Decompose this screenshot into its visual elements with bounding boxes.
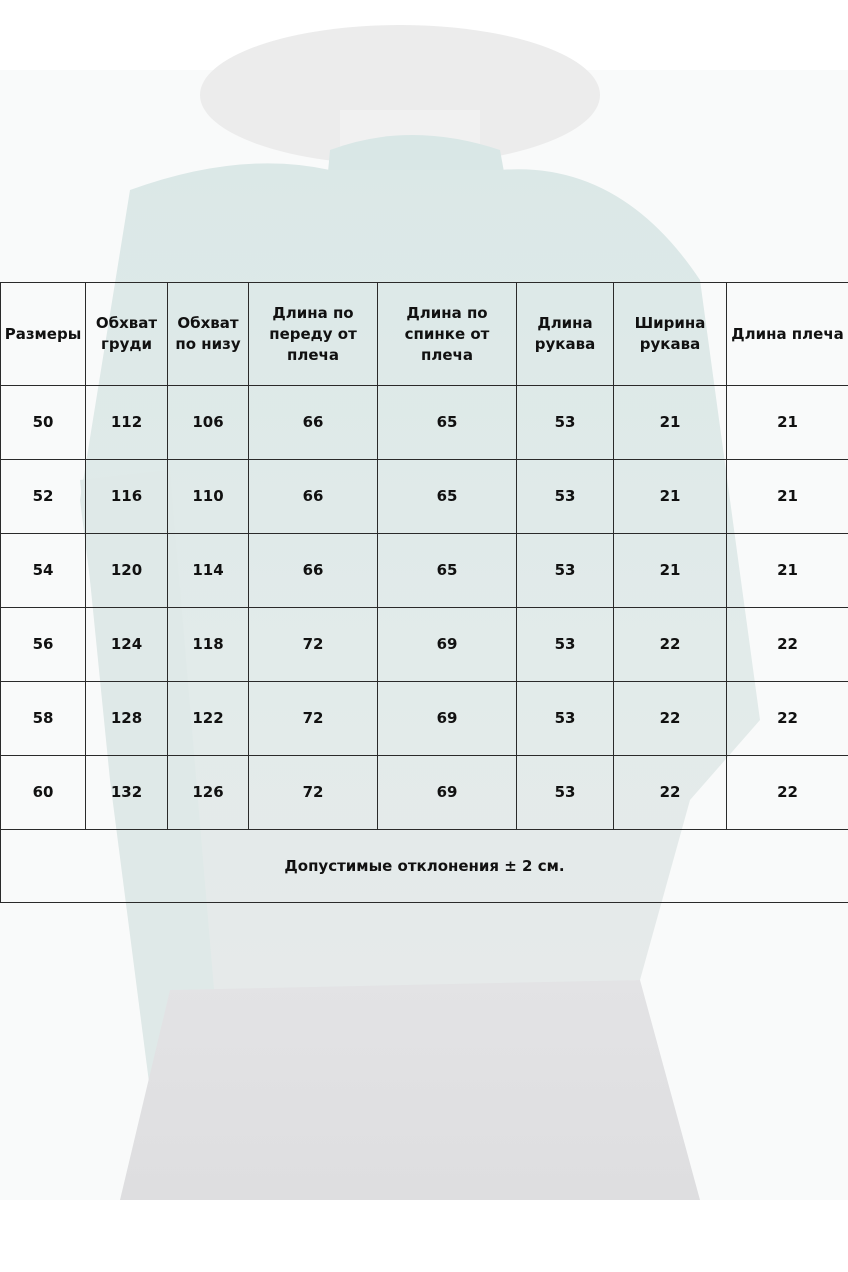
header-front-length: Длина по переду от плеча [249, 283, 378, 386]
cell-back-length: 65 [378, 460, 517, 534]
cell-front-length: 72 [249, 756, 378, 830]
cell-shoulder-length: 21 [727, 460, 848, 534]
cell-size: 58 [1, 682, 86, 756]
cell-sleeve-width: 22 [614, 608, 727, 682]
footnote-row [1, 830, 848, 903]
cell-front-length: 66 [249, 386, 378, 460]
cell-hem: 114 [168, 534, 249, 608]
cell-sleeve-length: 53 [517, 756, 614, 830]
size-table [0, 282, 848, 903]
cell-sleeve-length: 53 [517, 682, 614, 756]
cell-sleeve-length: 53 [517, 534, 614, 608]
cell-sleeve-width: 21 [614, 386, 727, 460]
cell-chest: 112 [86, 386, 168, 460]
cell-shoulder-length: 22 [727, 682, 848, 756]
cell-size: 54 [1, 534, 86, 608]
table-row [1, 460, 848, 534]
cell-sleeve-length: 53 [517, 386, 614, 460]
cell-front-length: 72 [249, 682, 378, 756]
cell-hem: 122 [168, 682, 249, 756]
cell-sleeve-width: 21 [614, 460, 727, 534]
cell-shoulder-length: 21 [727, 534, 848, 608]
cell-chest: 120 [86, 534, 168, 608]
cell-back-length: 65 [378, 386, 517, 460]
cell-hem: 126 [168, 756, 249, 830]
cell-back-length: 69 [378, 756, 517, 830]
header-size: Размеры [1, 283, 86, 386]
table-row [1, 756, 848, 830]
tolerance-note: Допустимые отклонения ± 2 см. [1, 830, 848, 903]
cell-chest: 116 [86, 460, 168, 534]
header-row [1, 283, 848, 386]
header-chest: Обхват груди [86, 283, 168, 386]
cell-hem: 106 [168, 386, 249, 460]
size-chart [0, 282, 848, 903]
table-row [1, 608, 848, 682]
cell-sleeve-width: 22 [614, 756, 727, 830]
cell-hem: 110 [168, 460, 249, 534]
cell-sleeve-width: 22 [614, 682, 727, 756]
header-shoulder-length: Длина плеча [727, 283, 848, 386]
cell-size: 52 [1, 460, 86, 534]
cell-size: 50 [1, 386, 86, 460]
cell-back-length: 69 [378, 682, 517, 756]
cell-front-length: 66 [249, 460, 378, 534]
cell-sleeve-width: 21 [614, 534, 727, 608]
cell-sleeve-length: 53 [517, 608, 614, 682]
cell-chest: 128 [86, 682, 168, 756]
cell-front-length: 66 [249, 534, 378, 608]
header-hem: Обхват по низу [168, 283, 249, 386]
header-sleeve-width: Ширина рукава [614, 283, 727, 386]
cell-front-length: 72 [249, 608, 378, 682]
table-row [1, 534, 848, 608]
cell-back-length: 65 [378, 534, 517, 608]
header-back-length: Длина по спинке от плеча [378, 283, 517, 386]
cell-chest: 132 [86, 756, 168, 830]
cell-hem: 118 [168, 608, 249, 682]
cell-shoulder-length: 21 [727, 386, 848, 460]
cell-size: 60 [1, 756, 86, 830]
cell-back-length: 69 [378, 608, 517, 682]
cell-chest: 124 [86, 608, 168, 682]
table-row [1, 682, 848, 756]
cell-shoulder-length: 22 [727, 608, 848, 682]
cell-shoulder-length: 22 [727, 756, 848, 830]
table-row [1, 386, 848, 460]
cell-sleeve-length: 53 [517, 460, 614, 534]
cell-size: 56 [1, 608, 86, 682]
header-sleeve-length: Длина рукава [517, 283, 614, 386]
